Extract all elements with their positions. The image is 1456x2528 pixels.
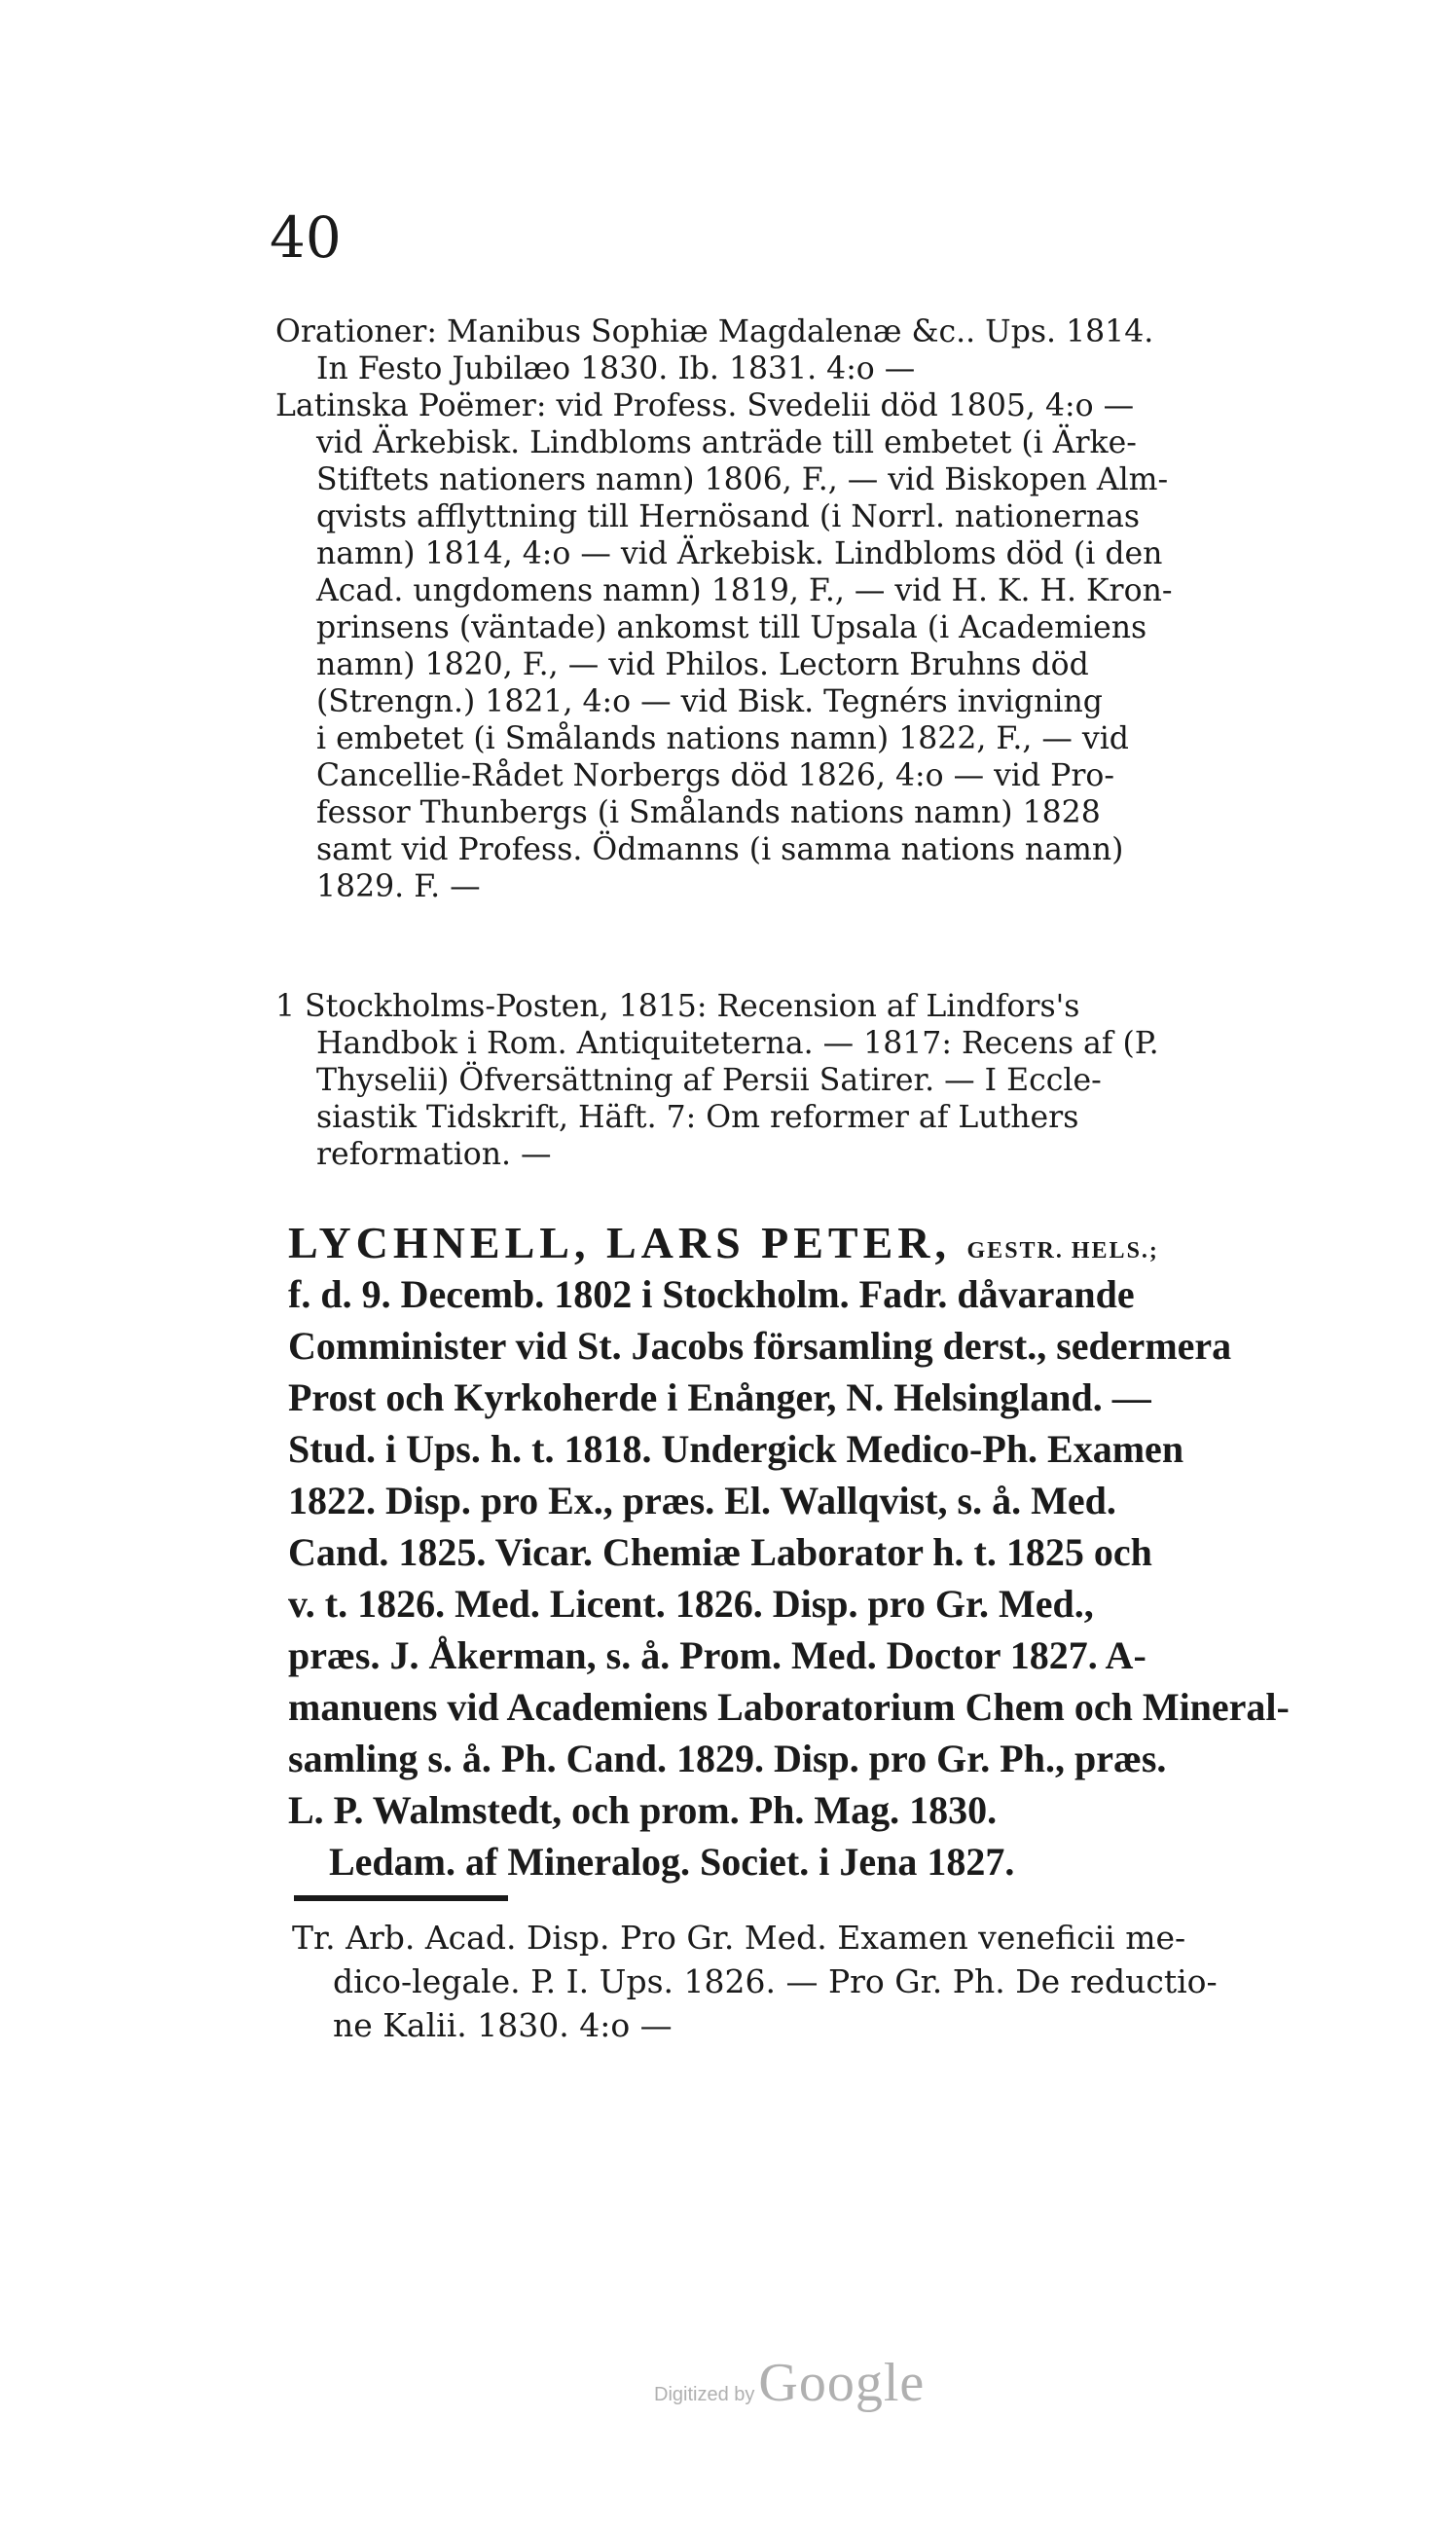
text-line: 1829. F. — [316, 869, 481, 904]
text-line: namn) 1814, 4:o — vid Ärkebisk. Lindbloms död (i den [316, 536, 1163, 571]
text-line: præs. J. Åkerman, s. å. Prom. Med. Doctor 1827. A- [288, 1633, 1147, 1677]
text-line: Prost och Kyrkoherde i Enånger, N. Helsingland. — [288, 1375, 1151, 1419]
text-line: Handbok i Rom. Antiquiteterna. — 1817: Recens af (P. [316, 1026, 1159, 1061]
text-line: samling s. å. Ph. Cand. 1829. Disp. pro Gr. Ph., præs. [288, 1737, 1167, 1780]
text-line: samt vid Profess. Ödmanns (i samma nations namn) [316, 832, 1124, 867]
text-line: siastik Tidskrift, Häft. 7: Om reformer af Luthers [316, 1100, 1079, 1135]
text-line: Latinska Poëmer: vid Profess. Svedelii död 1805, 4:o — [275, 388, 1135, 423]
text-line: (Strengn.) 1821, 4:o — vid Bisk. Tegnérs invigning [316, 684, 1103, 719]
entry-heading [288, 1217, 1378, 1268]
text-line: Stud. i Ups. h. t. 1818. Undergick Medico-Ph. Examen [288, 1427, 1184, 1471]
digitized-watermark [654, 2352, 925, 2414]
text-line: namn) 1820, F., — vid Philos. Lectorn Bruhns död [316, 647, 1089, 682]
text-line: qvists afflyttning till Hernösand (i Norrl. nationernas [316, 499, 1141, 534]
page-number: 40 [270, 204, 342, 271]
entry-lychnell [288, 1217, 1378, 1887]
footnote-divider [294, 1895, 508, 1901]
text-line: Orationer: Manibus Sophiæ Magdalenæ &c.. Ups. 1814. [275, 314, 1154, 349]
text-line: In Festo Jubilæo 1830. Ib. 1831. 4:o — [316, 351, 916, 386]
text-line: Comminister vid St. Jacobs församling derst., sedermera [288, 1324, 1232, 1368]
text-line: vid Ärkebisk. Lindbloms anträde till embetet (i Ärke- [316, 425, 1137, 460]
text-line: manuens vid Academiens Laboratorium Chem och Mineral- [288, 1685, 1290, 1729]
text-line: Ledam. af Mineralog. Societ. i Jena 1827. [329, 1840, 1015, 1884]
text-line: v. t. 1826. Med. Licent. 1826. Disp. pro Gr. Med., [288, 1582, 1094, 1626]
text-line: Thyselii) Öfversättning af Persii Satirer. — I Eccle- [316, 1063, 1102, 1098]
text-line: Tr. Arb. Acad. Disp. Pro Gr. Med. Examen veneficii me- [292, 1919, 1186, 1957]
entry-stockholms-posten [275, 988, 1365, 1173]
text-line: ne Kalii. 1830. 4:o — [333, 2006, 673, 2044]
text-line: L. P. Walmstedt, och prom. Ph. Mag. 1830. [288, 1788, 998, 1832]
watermark-prefix: Digitized by [654, 2384, 755, 2405]
text-line: Acad. ungdomens namn) 1819, F., — vid H. K. H. Kron- [316, 573, 1173, 608]
text-line: i embetet (i Smålands nations namn) 1822, F., — vid [316, 721, 1129, 756]
text-line: reformation. — [316, 1137, 552, 1172]
text-line: Cand. 1825. Vicar. Chemiæ Laborator h. t. 1825 och [288, 1530, 1152, 1574]
google-logo: Google [758, 2353, 926, 2413]
entry-name: LYCHNELL, LARS PETER, [288, 1218, 952, 1267]
text-line: f. d. 9. Decemb. 1802 i Stockholm. Fadr. dåvarande [288, 1272, 1135, 1316]
text-line: fessor Thunbergs (i Smålands nations namn) 1828 [316, 795, 1101, 830]
entry-orationer [275, 313, 1365, 905]
footnote [292, 1916, 1382, 2047]
text-line: prinsens (väntade) ankomst till Upsala (i Academiens [316, 610, 1147, 645]
text-line: Cancellie-Rådet Norbergs död 1826, 4:o — vid Pro- [316, 758, 1114, 793]
text-line: dico-legale. P. I. Ups. 1826. — Pro Gr. Ph. De reductio- [333, 1962, 1218, 2000]
text-line: 1 Stockholms-Posten, 1815: Recension af Lindfors's [275, 989, 1080, 1024]
text-line: 1822. Disp. pro Ex., præs. El. Wallqvist, s. å. Med. [288, 1479, 1116, 1522]
text-line: Stiftets nationers namn) 1806, F., — vid Biskopen Alm- [316, 462, 1169, 497]
entry-nation-tag: GESTR. HELS.; [966, 1238, 1159, 1264]
